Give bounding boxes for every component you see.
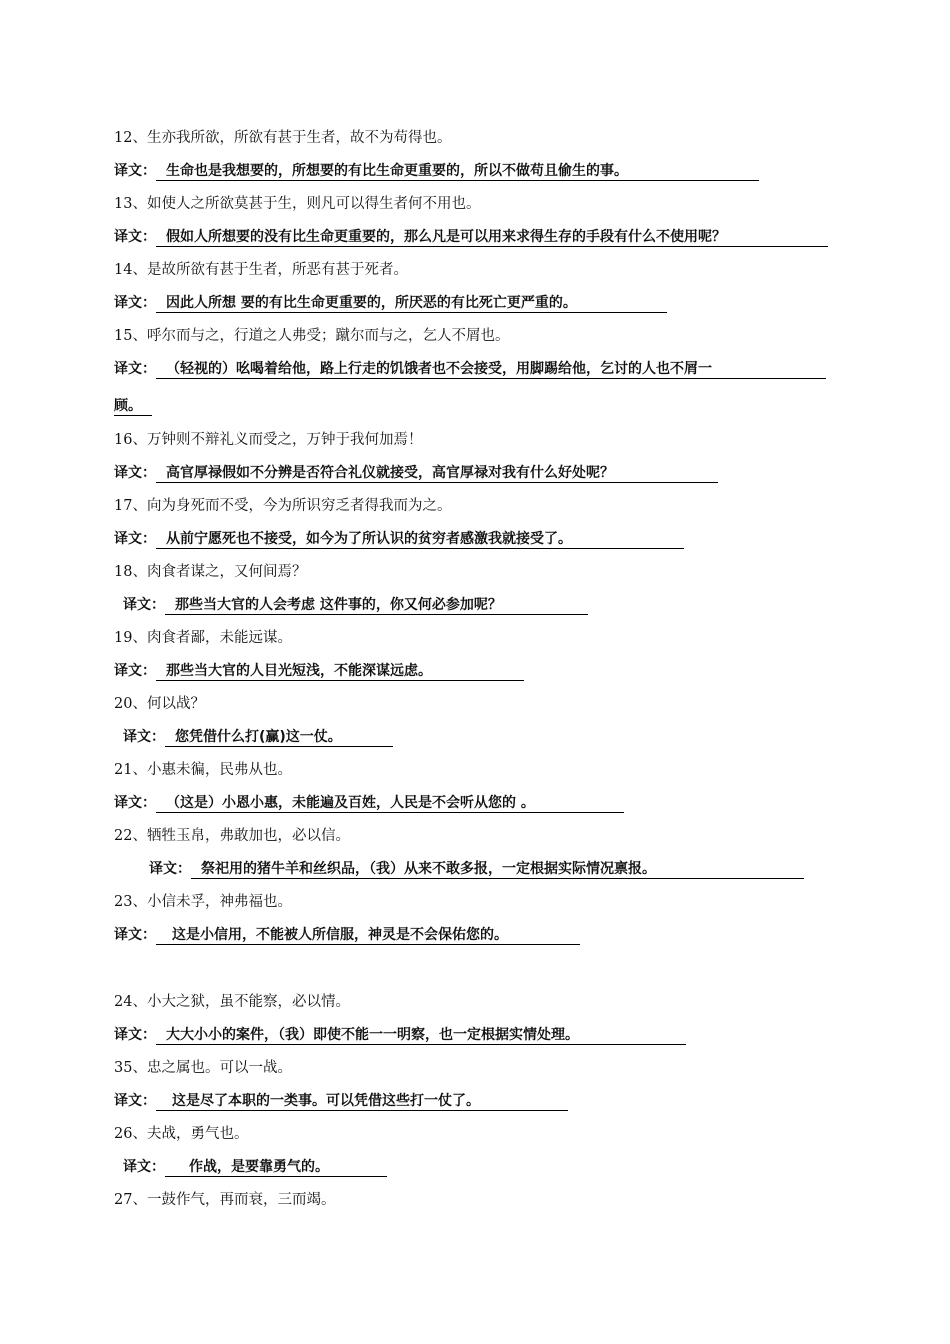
- translation-text: 因此人所想 要的有比生命更重要的，所厌恶的有比死亡更严重的。: [156, 294, 667, 313]
- translation-15-continued: [114, 396, 152, 416]
- translation-label: 译文：: [149, 861, 191, 877]
- translation-text: 这是尽了本职的一类事。可以凭借这些打一仗了。: [156, 1092, 568, 1111]
- translation-text-continued: 顾。: [114, 397, 152, 416]
- translation-13: [114, 227, 828, 247]
- sentence-12: 12、生亦我所欲，所欲有甚于生者，故不为苟得也。: [114, 130, 452, 146]
- translation-text: （这是）小恩小惠，未能遍及百姓，人民是不会听从您的 。: [156, 794, 624, 813]
- translation-16: [114, 463, 718, 483]
- translation-text: 祭祀用的猪牛羊和丝织品，（我）从来不敢多报，一定根据实际情况禀报。: [191, 860, 804, 879]
- translation-35: [114, 1091, 568, 1111]
- sentence-17: 17、向为身死而不受，今为所识穷乏者得我而为之。: [114, 498, 452, 514]
- sentence-22: 22、牺牲玉帛，弗敢加也，必以信。: [114, 828, 350, 844]
- translation-21: [114, 793, 624, 813]
- sentence-35: 35、忠之属也。可以一战。: [114, 1060, 292, 1076]
- sentence-26: 26、夫战，勇气也。: [114, 1126, 249, 1142]
- sentence-20: 20、何以战？: [114, 696, 205, 712]
- translation-text: 作战，是要靠勇气的。: [165, 1158, 387, 1177]
- translation-label: 译文：: [123, 1159, 165, 1175]
- translation-19: [114, 661, 524, 681]
- translation-15: [114, 359, 826, 379]
- translation-text: 这是小信用，不能被人所信服，神灵是不会保佑您的。: [156, 926, 580, 945]
- sentence-19: 19、肉食者鄙，未能远谋。: [114, 630, 292, 646]
- translation-label: 译文：: [114, 1027, 156, 1043]
- sentence-27: 27、一鼓作气，再而衰，三而竭。: [114, 1192, 336, 1208]
- translation-18: [123, 595, 588, 615]
- sentence-16: 16、万钟则不辩礼义而受之，万钟于我何加焉！: [114, 432, 423, 448]
- translation-text: 高官厚禄假如不分辨是否符合礼仪就接受，高官厚禄对我有什么好处呢？: [156, 464, 718, 483]
- sentence-18: 18、肉食者谋之，又何间焉？: [114, 564, 307, 580]
- translation-text: （轻视的）吆喝着给他，路上行走的饥饿者也不会接受，用脚踢给他，乞讨的人也不屑一: [156, 360, 826, 379]
- translation-text: 假如人所想要的没有比生命更重要的，那么凡是可以用来求得生存的手段有什么不使用呢？: [156, 228, 828, 247]
- translation-label: 译文：: [114, 1093, 156, 1109]
- sentence-13: 13、如使人之所欲莫甚于生，则凡可以得生者何不用也。: [114, 196, 481, 212]
- translation-label: 译文：: [114, 531, 156, 547]
- translation-22: [149, 859, 804, 879]
- translation-label: 译文：: [114, 295, 156, 311]
- translation-label: 译文：: [114, 361, 156, 377]
- translation-text: 大大小小的案件，（我）即使不能一一明察，也一定根据实情处理。: [156, 1026, 686, 1045]
- translation-label: 译文：: [114, 795, 156, 811]
- sentence-23: 23、小信未孚，神弗福也。: [114, 894, 292, 910]
- translation-20: [123, 727, 393, 747]
- translation-text: 从前宁愿死也不接受，如今为了所认识的贫穷者感激我就接受了。: [156, 530, 684, 549]
- translation-text: 那些当大官的人目光短浅，不能深谋远虑。: [156, 662, 524, 681]
- translation-14: [114, 293, 667, 313]
- translation-label: 译文：: [114, 663, 156, 679]
- translation-text: 那些当大官的人会考虑 这件事的，你又何必参加呢？: [165, 596, 588, 615]
- translation-26: [123, 1157, 387, 1177]
- translation-label: 译文：: [114, 229, 156, 245]
- translation-12: [114, 161, 759, 181]
- translation-text: 生命也是我想要的，所想要的有比生命更重要的，所以不做苟且偷生的事。: [156, 162, 759, 181]
- translation-label: 译文：: [123, 597, 165, 613]
- sentence-21: 21、小惠未徧，民弗从也。: [114, 762, 292, 778]
- translation-text: 您凭借什么打(赢)这一仗。: [165, 728, 393, 747]
- sentence-24: 24、小大之狱，虽不能察，必以情。: [114, 994, 350, 1010]
- translation-17: [114, 529, 684, 549]
- translation-label: 译文：: [123, 729, 165, 745]
- translation-label: 译文：: [114, 465, 156, 481]
- sentence-14: 14、是故所欲有甚于生者，所恶有甚于死者。: [114, 262, 408, 278]
- translation-23: [114, 925, 580, 945]
- translation-label: 译文：: [114, 927, 156, 943]
- translation-24: [114, 1025, 686, 1045]
- translation-label: 译文：: [114, 163, 156, 179]
- sentence-15: 15、呼尔而与之，行道之人弗受；蹴尔而与之，乞人不屑也。: [114, 328, 510, 344]
